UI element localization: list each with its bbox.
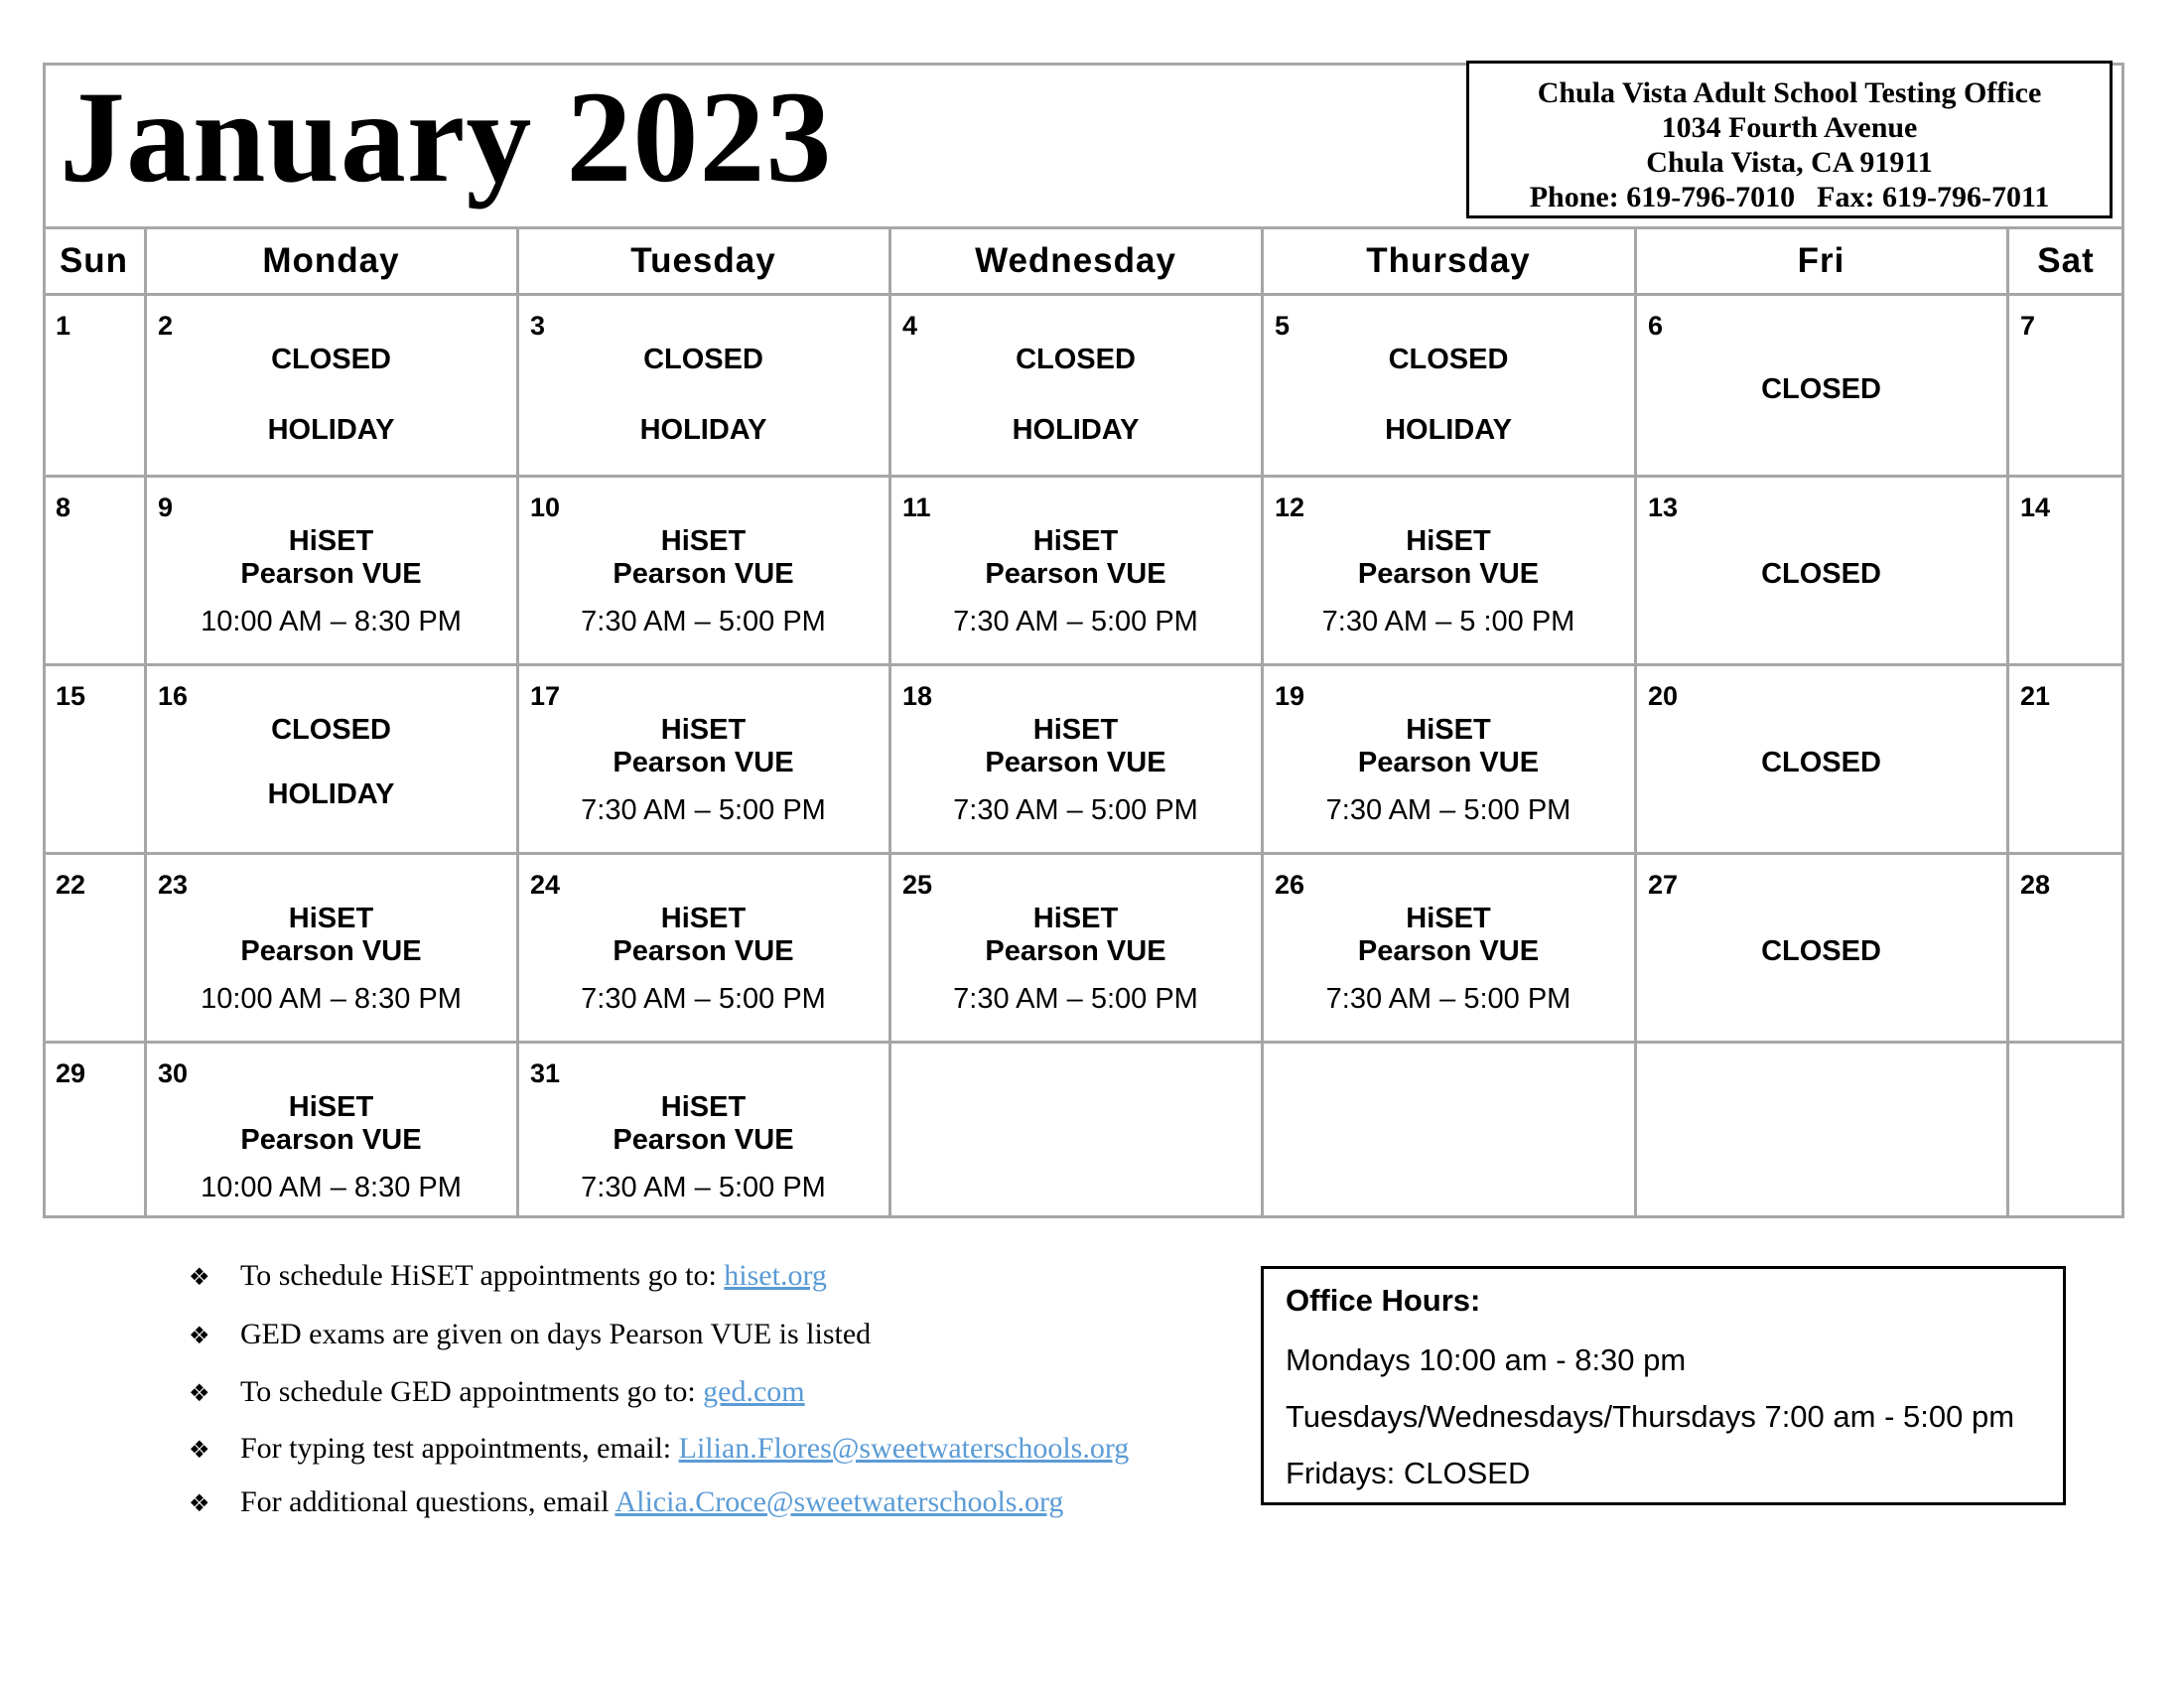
day-number: 14 [2020,492,2051,522]
day-number: 30 [158,1058,189,1088]
day-number: 21 [2020,681,2051,711]
office-name: Chula Vista Adult School Testing Office [1537,76,2042,109]
note-item [189,1259,827,1293]
exam-provider: Pearson VUE [985,747,1166,778]
closed-label: CLOSED [1761,373,1881,405]
day-cell [43,663,145,852]
day-cell [1262,475,1635,663]
office-hours-title: Office Hours: [1286,1283,1481,1318]
exam-name: HiSET [288,525,374,557]
exam-hours: 7:30 AM – 5:00 PM [581,606,826,637]
day-number: 16 [158,681,189,711]
note-text: GED exams are given on days Pearson VUE is listed [240,1318,872,1350]
day-number: 7 [2020,311,2036,341]
day-header-thursday: Thursday [1366,240,1531,280]
day-number: 22 [56,870,86,900]
bullet-icon: ❖ [189,1489,210,1517]
bullet-icon: ❖ [189,1322,210,1349]
day-header-monday: Monday [262,240,400,280]
day-cell [145,1041,517,1231]
office-hours-line: Tuesdays/Wednesdays/Thursdays 7:00 am - 5:00 pm [1286,1399,2015,1434]
exam-provider: Pearson VUE [1357,558,1540,590]
day-cell [1262,852,1635,1041]
day-number: 10 [530,492,561,522]
day-cell [1635,1041,2007,1231]
day-number: 20 [1648,681,1679,711]
day-cell [2007,663,2124,852]
note-link[interactable]: Alicia.Croce@sweetwaterschools.org [614,1485,1064,1518]
day-cell [43,852,145,1041]
day-number: 26 [1275,870,1305,900]
note-text: For typing test appointments, email: [240,1432,679,1465]
note-item [189,1375,805,1409]
day-number: 9 [158,492,174,522]
day-cell [1262,293,1635,475]
exam-provider: Pearson VUE [985,935,1166,967]
day-cell [145,475,517,663]
exam-hours: 7:30 AM – 5 :00 PM [1321,606,1575,637]
office-hours-line: Mondays 10:00 am - 8:30 pm [1286,1342,1687,1377]
day-number: 31 [530,1058,561,1088]
day-number: 18 [902,681,933,711]
office-address: 1034 Fourth Avenue [1661,111,1918,144]
day-cell [889,852,1262,1041]
day-cell [517,293,889,475]
exam-name: HiSET [1032,525,1119,557]
closed-label: CLOSED [271,714,391,746]
day-cell [2007,293,2124,475]
day-number: 19 [1275,681,1305,711]
holiday-label: HOLIDAY [1012,414,1140,446]
exam-hours: 7:30 AM – 5:00 PM [581,794,826,826]
day-cell [1635,663,2007,852]
closed-label: CLOSED [1761,558,1881,590]
day-number: 3 [530,311,546,341]
day-number: 27 [1648,870,1679,900]
day-cell [889,663,1262,852]
exam-hours: 7:30 AM – 5:00 PM [953,606,1198,637]
note-item [189,1485,1063,1519]
exam-name: HiSET [1032,903,1119,934]
exam-hours: 10:00 AM – 8:30 PM [201,1172,462,1203]
day-number: 24 [530,870,561,900]
note-item [189,1318,871,1351]
exam-provider: Pearson VUE [1357,747,1540,778]
day-cell [889,475,1262,663]
day-number: 29 [56,1058,86,1088]
exam-hours: 7:30 AM – 5:00 PM [953,983,1198,1015]
office-contact [1469,180,2110,214]
day-header-wednesday: Wednesday [975,240,1176,280]
note-link[interactable]: Lilian.Flores@sweetwaterschools.org [678,1432,1130,1465]
office-hours-line: Fridays: CLOSED [1286,1456,1531,1490]
day-cell [1262,1041,1635,1231]
day-number: 28 [2020,870,2051,900]
exam-hours: 7:30 AM – 5:00 PM [953,794,1198,826]
day-cell [1635,852,2007,1041]
closed-label: CLOSED [1761,747,1881,778]
office-fax: Fax: 619-796-7011 [1817,181,2050,213]
day-cell [2007,1041,2124,1231]
note-text: To schedule GED appointments go to: [240,1375,704,1408]
exam-provider: Pearson VUE [1357,935,1540,967]
day-number: 2 [158,311,174,341]
exam-provider: Pearson VUE [613,558,794,590]
day-cell [889,293,1262,475]
day-cell [43,293,145,475]
day-number: 13 [1648,492,1679,522]
exam-hours: 7:30 AM – 5:00 PM [581,983,826,1015]
exam-name: HiSET [288,1091,374,1123]
page-title: January 2023 [60,64,833,210]
day-cell [517,852,889,1041]
closed-label: CLOSED [643,344,763,375]
day-number: 8 [56,492,71,522]
day-number: 6 [1648,311,1664,341]
office-info-box [1466,61,2113,218]
bullet-icon: ❖ [189,1436,210,1464]
day-header-tuesday: Tuesday [630,240,776,280]
day-cell [2007,475,2124,663]
closed-label: CLOSED [1388,344,1509,375]
exam-provider: Pearson VUE [985,558,1166,590]
note-text: To schedule HiSET appointments go to: [240,1259,725,1292]
note-link[interactable]: hiset.org [724,1259,827,1292]
exam-provider: Pearson VUE [613,747,794,778]
exam-name: HiSET [1406,903,1491,934]
day-cell [1635,293,2007,475]
day-number: 23 [158,870,189,900]
day-header-sun: Sun [59,240,129,280]
day-cell [1262,663,1635,852]
exam-hours: 7:30 AM – 5:00 PM [581,1172,826,1203]
exam-provider: Pearson VUE [240,935,422,967]
office-hours-box [1261,1266,2066,1505]
note-link[interactable]: ged.com [703,1375,805,1408]
bullet-icon: ❖ [189,1379,210,1407]
holiday-label: HOLIDAY [267,414,395,446]
day-cell [145,852,517,1041]
closed-label: CLOSED [271,344,391,375]
day-cell [889,1041,1262,1231]
day-number: 11 [902,492,931,522]
day-number: 15 [56,681,86,711]
exam-name: HiSET [660,714,747,746]
holiday-label: HOLIDAY [1385,414,1512,446]
exam-name: HiSET [1406,525,1491,557]
day-header-fri: Fri [1797,240,1845,280]
exam-hours: 10:00 AM – 8:30 PM [201,983,462,1015]
exam-name: HiSET [660,1091,747,1123]
office-phone: Phone: 619-796-7010 [1529,181,1796,213]
day-header-sat: Sat [2037,240,2095,280]
exam-name: HiSET [288,903,374,934]
day-cell [1635,475,2007,663]
exam-hours: 10:00 AM – 8:30 PM [201,606,462,637]
closed-label: CLOSED [1016,344,1136,375]
day-number: 12 [1275,492,1305,522]
day-cell [43,475,145,663]
day-number: 5 [1275,311,1291,341]
exam-hours: 7:30 AM – 5:00 PM [1325,794,1571,826]
holiday-label: HOLIDAY [267,778,395,810]
exam-provider: Pearson VUE [613,1124,794,1156]
day-number: 1 [56,311,71,341]
day-cell [145,663,517,852]
exam-provider: Pearson VUE [240,1124,422,1156]
note-text: For additional questions, email [240,1485,615,1518]
day-number: 4 [902,311,918,341]
day-cell [517,1041,889,1231]
office-city: Chula Vista, CA 91911 [1646,146,1933,179]
day-number: 25 [902,870,933,900]
exam-provider: Pearson VUE [240,558,422,590]
exam-name: HiSET [660,525,747,557]
day-number: 17 [530,681,561,711]
closed-label: CLOSED [1761,935,1881,967]
day-cell [43,1041,145,1231]
holiday-label: HOLIDAY [639,414,767,446]
exam-name: HiSET [1032,714,1119,746]
exam-provider: Pearson VUE [613,935,794,967]
day-cell [517,475,889,663]
day-cell [145,293,517,475]
exam-name: HiSET [660,903,747,934]
note-item [189,1432,1129,1466]
exam-hours: 7:30 AM – 5:00 PM [1325,983,1571,1015]
day-cell [2007,852,2124,1041]
day-cell [517,663,889,852]
bullet-icon: ❖ [189,1263,210,1291]
exam-name: HiSET [1406,714,1491,746]
